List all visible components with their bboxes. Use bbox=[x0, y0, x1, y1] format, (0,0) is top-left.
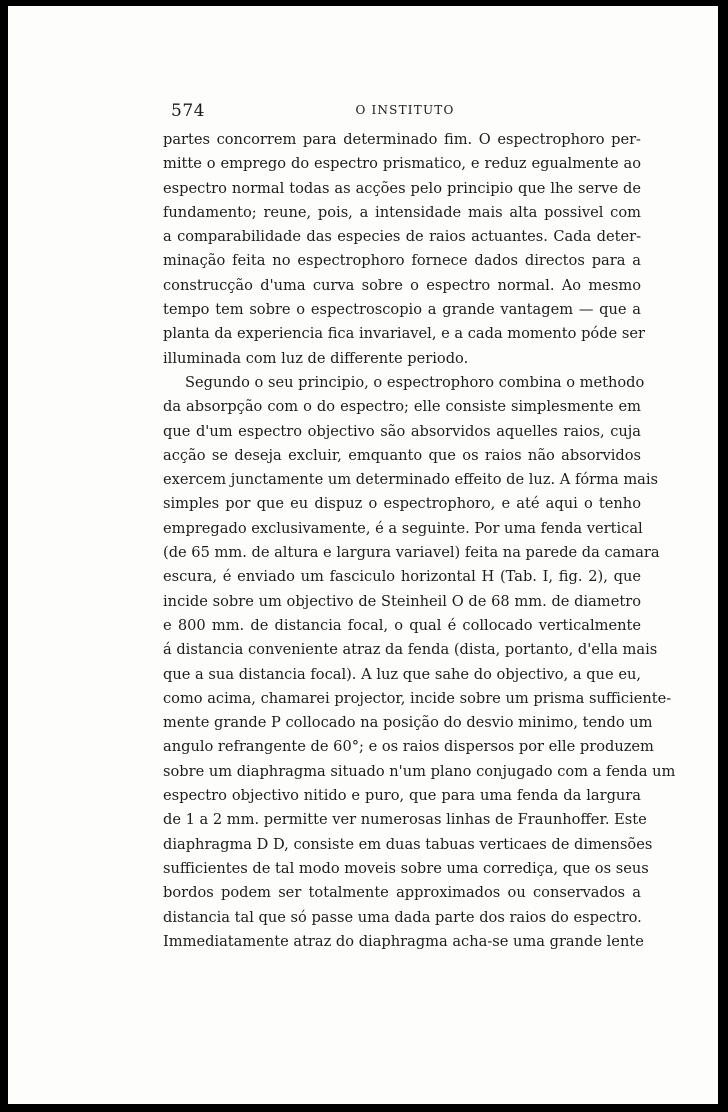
text-line: escura, é enviado um fasciculo horizontal H (Tab. I, fig. 2), que bbox=[163, 568, 641, 586]
text-line: espectro normal todas as acções pelo principio que lhe serve de bbox=[163, 179, 641, 197]
text-line: distancia tal que só passe uma dada parte dos raios do espectro. bbox=[163, 908, 642, 926]
page-number: 574 bbox=[171, 101, 205, 121]
text-line: empregado exclusivamente, é a seguinte. Por uma fenda vertical bbox=[163, 519, 643, 537]
text-line: Immediatamente atraz do diaphragma acha-se uma grande lente bbox=[163, 932, 644, 950]
text-line: simples por que eu dispuz o espectrophoro, e até aqui o tenho bbox=[163, 495, 641, 513]
text-line: sufficientes de tal modo moveis sobre uma corrediça, que os seus bbox=[163, 859, 649, 877]
text-line: minação feita no espectrophoro fornece dados directos para a bbox=[163, 252, 641, 270]
running-head bbox=[171, 101, 639, 125]
text-line: angulo refrangente de 60°; e os raios dispersos por elle produzem bbox=[163, 738, 654, 756]
text-line: mitte o emprego do espectro prismatico, e reduz egualmente ao bbox=[163, 155, 641, 173]
text-line: de 1 a 2 mm. permitte ver numerosas linhas de Fraunhoffer. Este bbox=[163, 811, 647, 829]
paragraph-1 bbox=[163, 128, 645, 371]
text-line: planta da experiencia fica invariavel, e a cada momento póde ser bbox=[163, 325, 645, 343]
text-line: diaphragma D D, consiste em duas tabuas verticaes de dimensões bbox=[163, 835, 653, 853]
body-text bbox=[163, 128, 676, 954]
text-line: tempo tem sobre o espectroscopio a grande vantagem — que a bbox=[163, 301, 641, 319]
text-line: da absorpção com o do espectro; elle consiste simplesmente em bbox=[163, 398, 641, 416]
journal-title: O INSTITUTO bbox=[355, 103, 455, 117]
text-line: incide sobre um objectivo de Steinheil O de 68 mm. de diametro bbox=[163, 592, 641, 610]
text-line: e 800 mm. de distancia focal, o qual é collocado verticalmente bbox=[163, 616, 641, 634]
text-line: (de 65 mm. de altura e largura variavel) feita na parede da camara bbox=[163, 544, 660, 562]
text-line: bordos podem ser totalmente approximados ou conservados a bbox=[163, 884, 641, 902]
text-line: como acima, chamarei projector, incide sobre um prisma sufficiente- bbox=[163, 689, 672, 707]
text-line: sobre um diaphragma situado n'um plano conjugado com a fenda um bbox=[163, 762, 676, 780]
text-line: illuminada com luz de differente periodo. bbox=[163, 349, 469, 367]
text-line: a comparabilidade das especies de raios actuantes. Cada deter- bbox=[163, 228, 641, 246]
text-line: fundamento; reune, pois, a intensidade mais alta possivel com bbox=[163, 203, 641, 221]
text-line: mente grande P collocado na posição do desvio minimo, tendo um bbox=[163, 714, 653, 732]
text-line: partes concorrem para determinado fim. O espectrophoro per- bbox=[163, 131, 641, 148]
text-line: construcção d'uma curva sobre o espectro normal. Ao mesmo bbox=[163, 276, 641, 294]
text-line: Segundo o seu principio, o espectrophoro combina o methodo bbox=[185, 373, 645, 391]
text-line: exercem junctamente um determinado effeito de luz. A fórma mais bbox=[163, 471, 659, 489]
text-line: acção se deseja excluir, emquanto que os raios não absorvidos bbox=[163, 446, 641, 464]
paragraph-2 bbox=[163, 371, 676, 954]
text-line: espectro objectivo nitido e puro, que para uma fenda da largura bbox=[163, 787, 641, 805]
text-line: que a sua distancia focal). A luz que sahe do objectivo, a que eu, bbox=[163, 665, 641, 683]
text-line: á distancia conveniente atraz da fenda (dista, portanto, d'ella mais bbox=[163, 641, 658, 659]
text-line: que d'um espectro objectivo são absorvidos aquelles raios, cuja bbox=[163, 422, 641, 440]
